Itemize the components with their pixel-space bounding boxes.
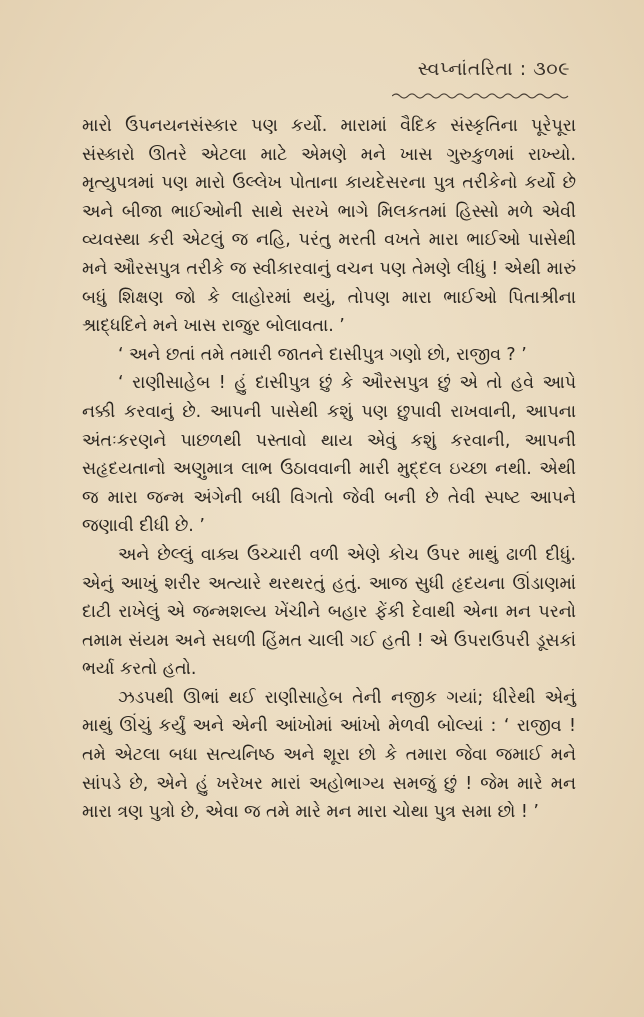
paragraph: અને છેલ્લું વાક્ય ઉચ્ચારી વળી એણે કોચ ઉપર માથું ઢાળી દીધું. એનું આખું શરીર અત્યારે થરથરતું હતું. આજ સુધી હૃદયના ઊંડાણમાં દાટી રાખેલું એ જન્મશલ્ય ખેંચીને બહાર ફેંકી દેવાથી એના મન પરનો તમામ સંયમ અને સઘળી હિંમત ચાલી ગઈ હતી ! એ ઉપરાઉપરી ડૂસકાં ભર્યા કરતો હતો. <box>82 544 576 680</box>
paragraph: ઝડપથી ઊભાં થઈ રાણીસાહેબ તેની નજીક ગયાં; ધીરેથી એનું માથું ઊંચું કર્યું અને એની આંખોમાં આંખો મેળવી બોલ્યાં : ‘ રાજીવ ! તમે એટલા બધા સત્યનિષ્ઠ અને શૂરા છો કે તમારા જેવા જમાઈ મને સાંપડે છે, એને હું ખરેખર મારાં અહોભાગ્ય સમજું છું ! જેમ મારે મન મારા ત્રણ પુત્રો છે, એવા જ તમે મારે મન મારા ચોથા પુત્ર સમા છો ! ’ <box>82 687 576 823</box>
paragraph: મારો ઉપનયનસંસ્કાર પણ કર્યો. મારામાં વૈદિક સંસ્કૃતિના પૂરેપૂરા સંસ્કારો ઊતરે એટલા માટે એમણે મને ખાસ ગુરુકુળમાં રાખ્યો. મૃત્યુપત્રમાં પણ મારો ઉલ્લેખ પોતાના કાયદેસરના પુત્ર તરીકેનો કર્યો છે અને બીજા ભાઈઓની સાથે સરખે ભાગે મિલકતમાં હિસ્સો મળે એવી વ્યવસ્થા કરી એટલું જ નહિ, પરંતુ મરતી વખતે મારા ભાઈઓ પાસેથી મને ઔરસપુત્ર તરીકે જ સ્વીકારવાનું વચન પણ તેમણે લીધું ! એથી મારું બધું શિક્ષણ જો કે લાહોરમાં થયું, તોપણ મારા ભાઈઓ પિતાશ્રીના શ્રાદ્ધદિને મને ખાસ રાજુર બોલાવતા. ’ <box>82 116 576 337</box>
header-wavy-rule <box>392 92 572 100</box>
running-header: સ્વપ્નાંતરિતા : ૩૦૯ <box>417 58 570 80</box>
paragraph: ‘ અને છતાં તમે તમારી જાતને દાસીપુત્ર ગણો છો, રાજીવ ? ’ <box>118 344 527 365</box>
body-text <box>82 112 576 827</box>
paragraph: ‘ રાણીસાહેબ ! હું દાસીપુત્ર છું કે ઔરસપુત્ર છું એ તો હવે આપે નક્કી કરવાનું છે. આપની પાસેથી કશું પણ છુપાવી રાખવાની, આપના અંતઃકરણને પાછળથી પસ્તાવો થાય એવું કશું કરવાની, આપની સહૃદયતાનો અણુમાત્ર લાભ ઉઠાવવાની મારી મુદ્દલ ઇચ્છા નથી. એથી જ મારા જન્મ અંગેની બધી વિગતો જેવી બની છે તેવી સ્પષ્ટ આપને જણાવી દીધી છે. ’ <box>82 373 576 537</box>
